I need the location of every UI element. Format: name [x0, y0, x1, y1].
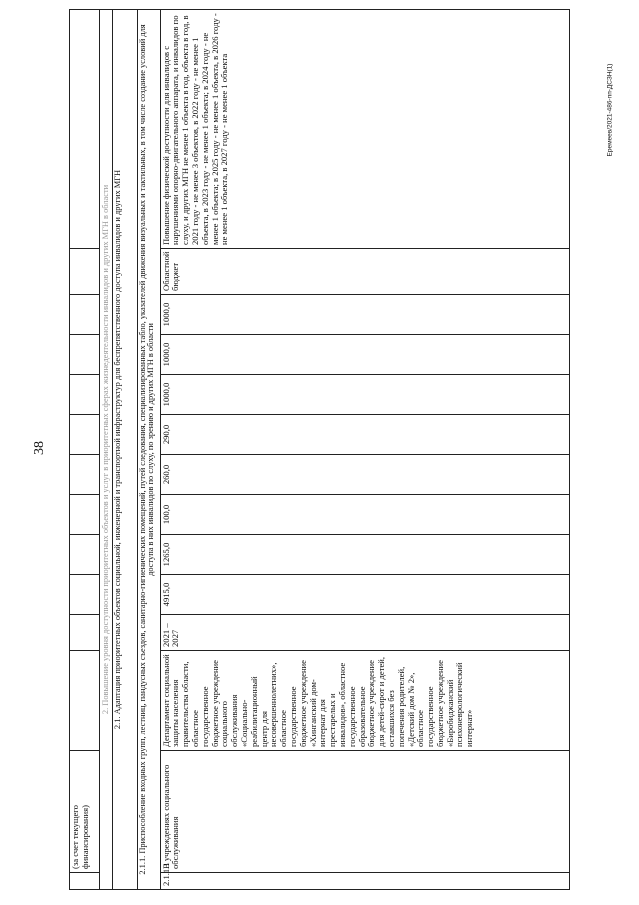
row-funding-source: Областной бюджет [160, 249, 569, 295]
program-table [69, 9, 570, 890]
row-value-2025: 1000,0 [160, 375, 569, 415]
row-id: 2.1.1.1 [160, 873, 569, 890]
section-2-heading: 2. Повышение уровня доступности приоритетных объектов и услуг в приоритетных сферах жизнедеятельности инвалидов и других МГН в области [100, 10, 113, 890]
section-2-1-row [112, 10, 137, 890]
row-period: 2021 – 2027 [160, 615, 569, 651]
row-expected-result: Повышение физической доступности для инвалидов с нарушениями опорно-двигательного аппарата, и инвалидов по слуху, и других МГН не менее 1 объекта в год, объекта в год, в 2021 году - не менее 3 объектов, в 2022 году - не менее 1 объекта, в 2023 году - не менее 1 объекта; в 2024 году - не менее 1 объекта; в 2025 году - не менее 1 объекта, в 2026 году - не менее 1 объекта, в 2027 году - не менее 1 объекта [160, 10, 569, 249]
row-value-total: 4915,0 [160, 575, 569, 615]
section-2-1-1-row [137, 10, 160, 890]
row-value-2024: 290,0 [160, 415, 569, 455]
row-executor: Департамент социальной защиты населения правительства области, областное государственное бюджетное учреждение социального обслуживания «Социально-реабилитационный центр для несовершеннолетних», областное государственное бюджетное учреждение «Хинганский дом-интернат для престарелых и инвалидов», областное государственное образовательное бюджетное учреждение для детей-сирот и детей, оставшихся без попечения родителей, «Детский дом № 2», областное государственное бюджетное учреждение «Биробиджанский психоневрологический интернат» [160, 651, 569, 751]
table-row [160, 10, 569, 890]
section-2-1-heading: 2.1. Адаптация приоритетных объектов социальной, инженерной и транспортной инфраструктур для беспрепятственного доступа инвалидов и других МГН [112, 10, 137, 890]
document-code: Еремеев/2021-486-пп-ДСЗН(1) [606, 63, 614, 157]
section-2-1-1-heading: 2.1.1. Приспособление входных групп, лестниц, пандусных съездов, санитарно-гигиенических помещений, путей следования, специализированных табло, указателей движения визуальных и тактильных, в том числе создание условий для доступа в них инвалидов по слуху, по зрению и других МГН в области [137, 10, 160, 890]
row-value-2027: 1000,0 [160, 295, 569, 335]
carryover-row [70, 10, 100, 890]
row-value-2023: 260,0 [160, 455, 569, 495]
page-number: 38 [32, 441, 47, 455]
row-value-2026: 1000,0 [160, 335, 569, 375]
program-table-page [69, 10, 579, 890]
row-value-2021: 1265,0 [160, 535, 569, 575]
row-name: В учреждениях социального обслуживания [160, 751, 569, 873]
carryover-note: (за счет текущего финансирования) [70, 751, 100, 873]
section-2-row [100, 10, 113, 890]
row-value-2022: 100,0 [160, 495, 569, 535]
